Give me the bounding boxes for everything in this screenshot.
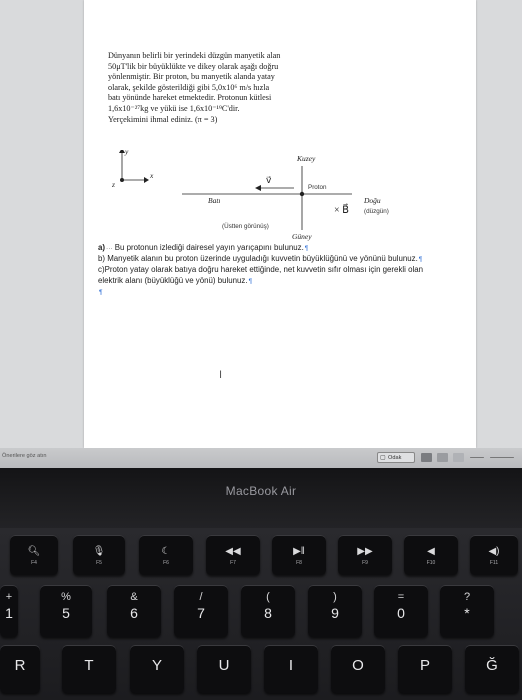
suggestions-hint[interactable]: Önerilere göz atın bbox=[2, 453, 47, 459]
problem-line: olarak, şekilde gösterildiği gibi 5,0x10⁶ m/s hızla bbox=[108, 82, 270, 92]
question-b-text: b) Manyetik alanın bu proton üzerinde uyguladığı kuvvetin büyüklüğünü ve yönünü bulunuz. bbox=[98, 254, 418, 264]
problem-line: Dünyanın belirli bir yerindeki düzgün manyetik alan bbox=[108, 51, 281, 60]
problem-line: batı yönünde hareket etmektedir. Protonun kütlesi bbox=[108, 93, 272, 103]
zoom-slider[interactable] bbox=[490, 457, 514, 458]
screen-bezel bbox=[0, 468, 522, 528]
layout-icon[interactable] bbox=[421, 453, 432, 462]
key-y[interactable]: Y bbox=[130, 645, 184, 693]
focus-icon: ▢ bbox=[380, 455, 386, 461]
volume-icon[interactable]: ◀) F11 bbox=[470, 535, 518, 575]
problem-line: 50μT'lik bir büyüklükte ve dikey olarak aşağı doğru bbox=[108, 61, 279, 71]
key-t[interactable]: T bbox=[62, 645, 116, 693]
field-note: (düzgün) bbox=[364, 208, 389, 215]
web-layout-icon[interactable] bbox=[453, 453, 464, 462]
north-label: Kuzey bbox=[297, 154, 316, 163]
key-1[interactable]: + 1 bbox=[0, 585, 18, 637]
question-c-text: c)Proton yatay olarak batıya doğru hareket ettiğinde, net kuvvetin sıfır olması için gerekli olan elektrik alanı (büyüklüğü ve yönü) bulunuz. bbox=[98, 265, 423, 285]
view-note: (Üstten görünüş) bbox=[222, 223, 269, 230]
key-u[interactable]: U bbox=[197, 645, 251, 693]
key-6[interactable]: & 6 bbox=[107, 585, 161, 637]
key-g-breve[interactable]: Ğ bbox=[465, 645, 519, 693]
mute-icon[interactable]: ◀ F10 bbox=[404, 535, 458, 575]
key-9[interactable]: ) 9 bbox=[308, 585, 362, 637]
magnetic-field-label: × B⃗ bbox=[334, 205, 349, 216]
key-8[interactable]: ( 8 bbox=[241, 585, 295, 637]
mic-icon[interactable]: 🎙︎ F5 bbox=[73, 535, 125, 575]
questions bbox=[98, 243, 438, 298]
search-icon[interactable]: 🔍︎ F4 bbox=[10, 535, 58, 575]
taskbar bbox=[0, 448, 522, 468]
question-a: a)··· Bu protonun izlediği dairesel yayın yarıçapını bulunuz.¶ bbox=[98, 243, 309, 252]
empty-paragraph bbox=[98, 287, 438, 298]
zoom-out-icon[interactable] bbox=[470, 457, 484, 458]
rewind-icon[interactable]: ◀◀ F7 bbox=[206, 535, 260, 575]
question-c bbox=[98, 265, 438, 286]
focus-button[interactable] bbox=[377, 452, 415, 463]
focus-label: Odak bbox=[388, 455, 402, 461]
south-label: Güney bbox=[292, 232, 312, 241]
key-o[interactable]: O bbox=[331, 645, 385, 693]
key-i[interactable]: I bbox=[264, 645, 318, 693]
problem-line: 1,6x10⁻²⁷kg ve yükü ise 1,6x10⁻¹⁹C'dir. bbox=[108, 103, 240, 113]
east-label: Doğu bbox=[364, 196, 381, 205]
question-a-text: Bu protonun izlediği dairesel yayın yarıçapını bulunuz. bbox=[114, 243, 304, 252]
velocity-label: v⃗ bbox=[266, 175, 272, 185]
paragraph-mark: ¶ bbox=[304, 245, 309, 252]
key-7[interactable]: / 7 bbox=[174, 585, 228, 637]
moon-icon[interactable]: ☾ F6 bbox=[139, 535, 193, 575]
key-r[interactable]: R bbox=[0, 645, 40, 693]
proton-label: Proton bbox=[308, 184, 327, 191]
brand-label: MacBook Air bbox=[225, 484, 297, 498]
problem-line: yönlenmiştir. Bir proton, bu manyetik alanda yatay bbox=[108, 72, 275, 82]
play-pause-icon[interactable]: ▶‖ F8 bbox=[272, 535, 326, 575]
problem-line: Yerçekimini ihmal ediniz. (π = 3) bbox=[108, 114, 218, 124]
fast-forward-icon[interactable]: ▶▶ F9 bbox=[338, 535, 392, 575]
z-axis-label: z bbox=[112, 180, 115, 189]
paragraph-mark: ¶ bbox=[418, 256, 423, 264]
west-label: Batı bbox=[208, 196, 221, 205]
paragraph-mark: ¶ bbox=[99, 288, 103, 296]
key-5[interactable]: % 5 bbox=[40, 585, 92, 637]
y-axis-label: y bbox=[125, 147, 129, 156]
key-question[interactable]: ? * bbox=[440, 585, 494, 637]
problem-statement bbox=[108, 51, 348, 125]
question-a-prefix: a) bbox=[98, 243, 106, 252]
question-b bbox=[98, 254, 438, 265]
text-cursor: I bbox=[219, 369, 223, 381]
x-axis-label: x bbox=[150, 171, 154, 180]
document-page bbox=[84, 0, 476, 448]
key-0[interactable]: = 0 bbox=[374, 585, 428, 637]
key-p[interactable]: P bbox=[398, 645, 452, 693]
view-icon[interactable] bbox=[437, 453, 448, 462]
paragraph-mark: ¶ bbox=[248, 277, 253, 285]
